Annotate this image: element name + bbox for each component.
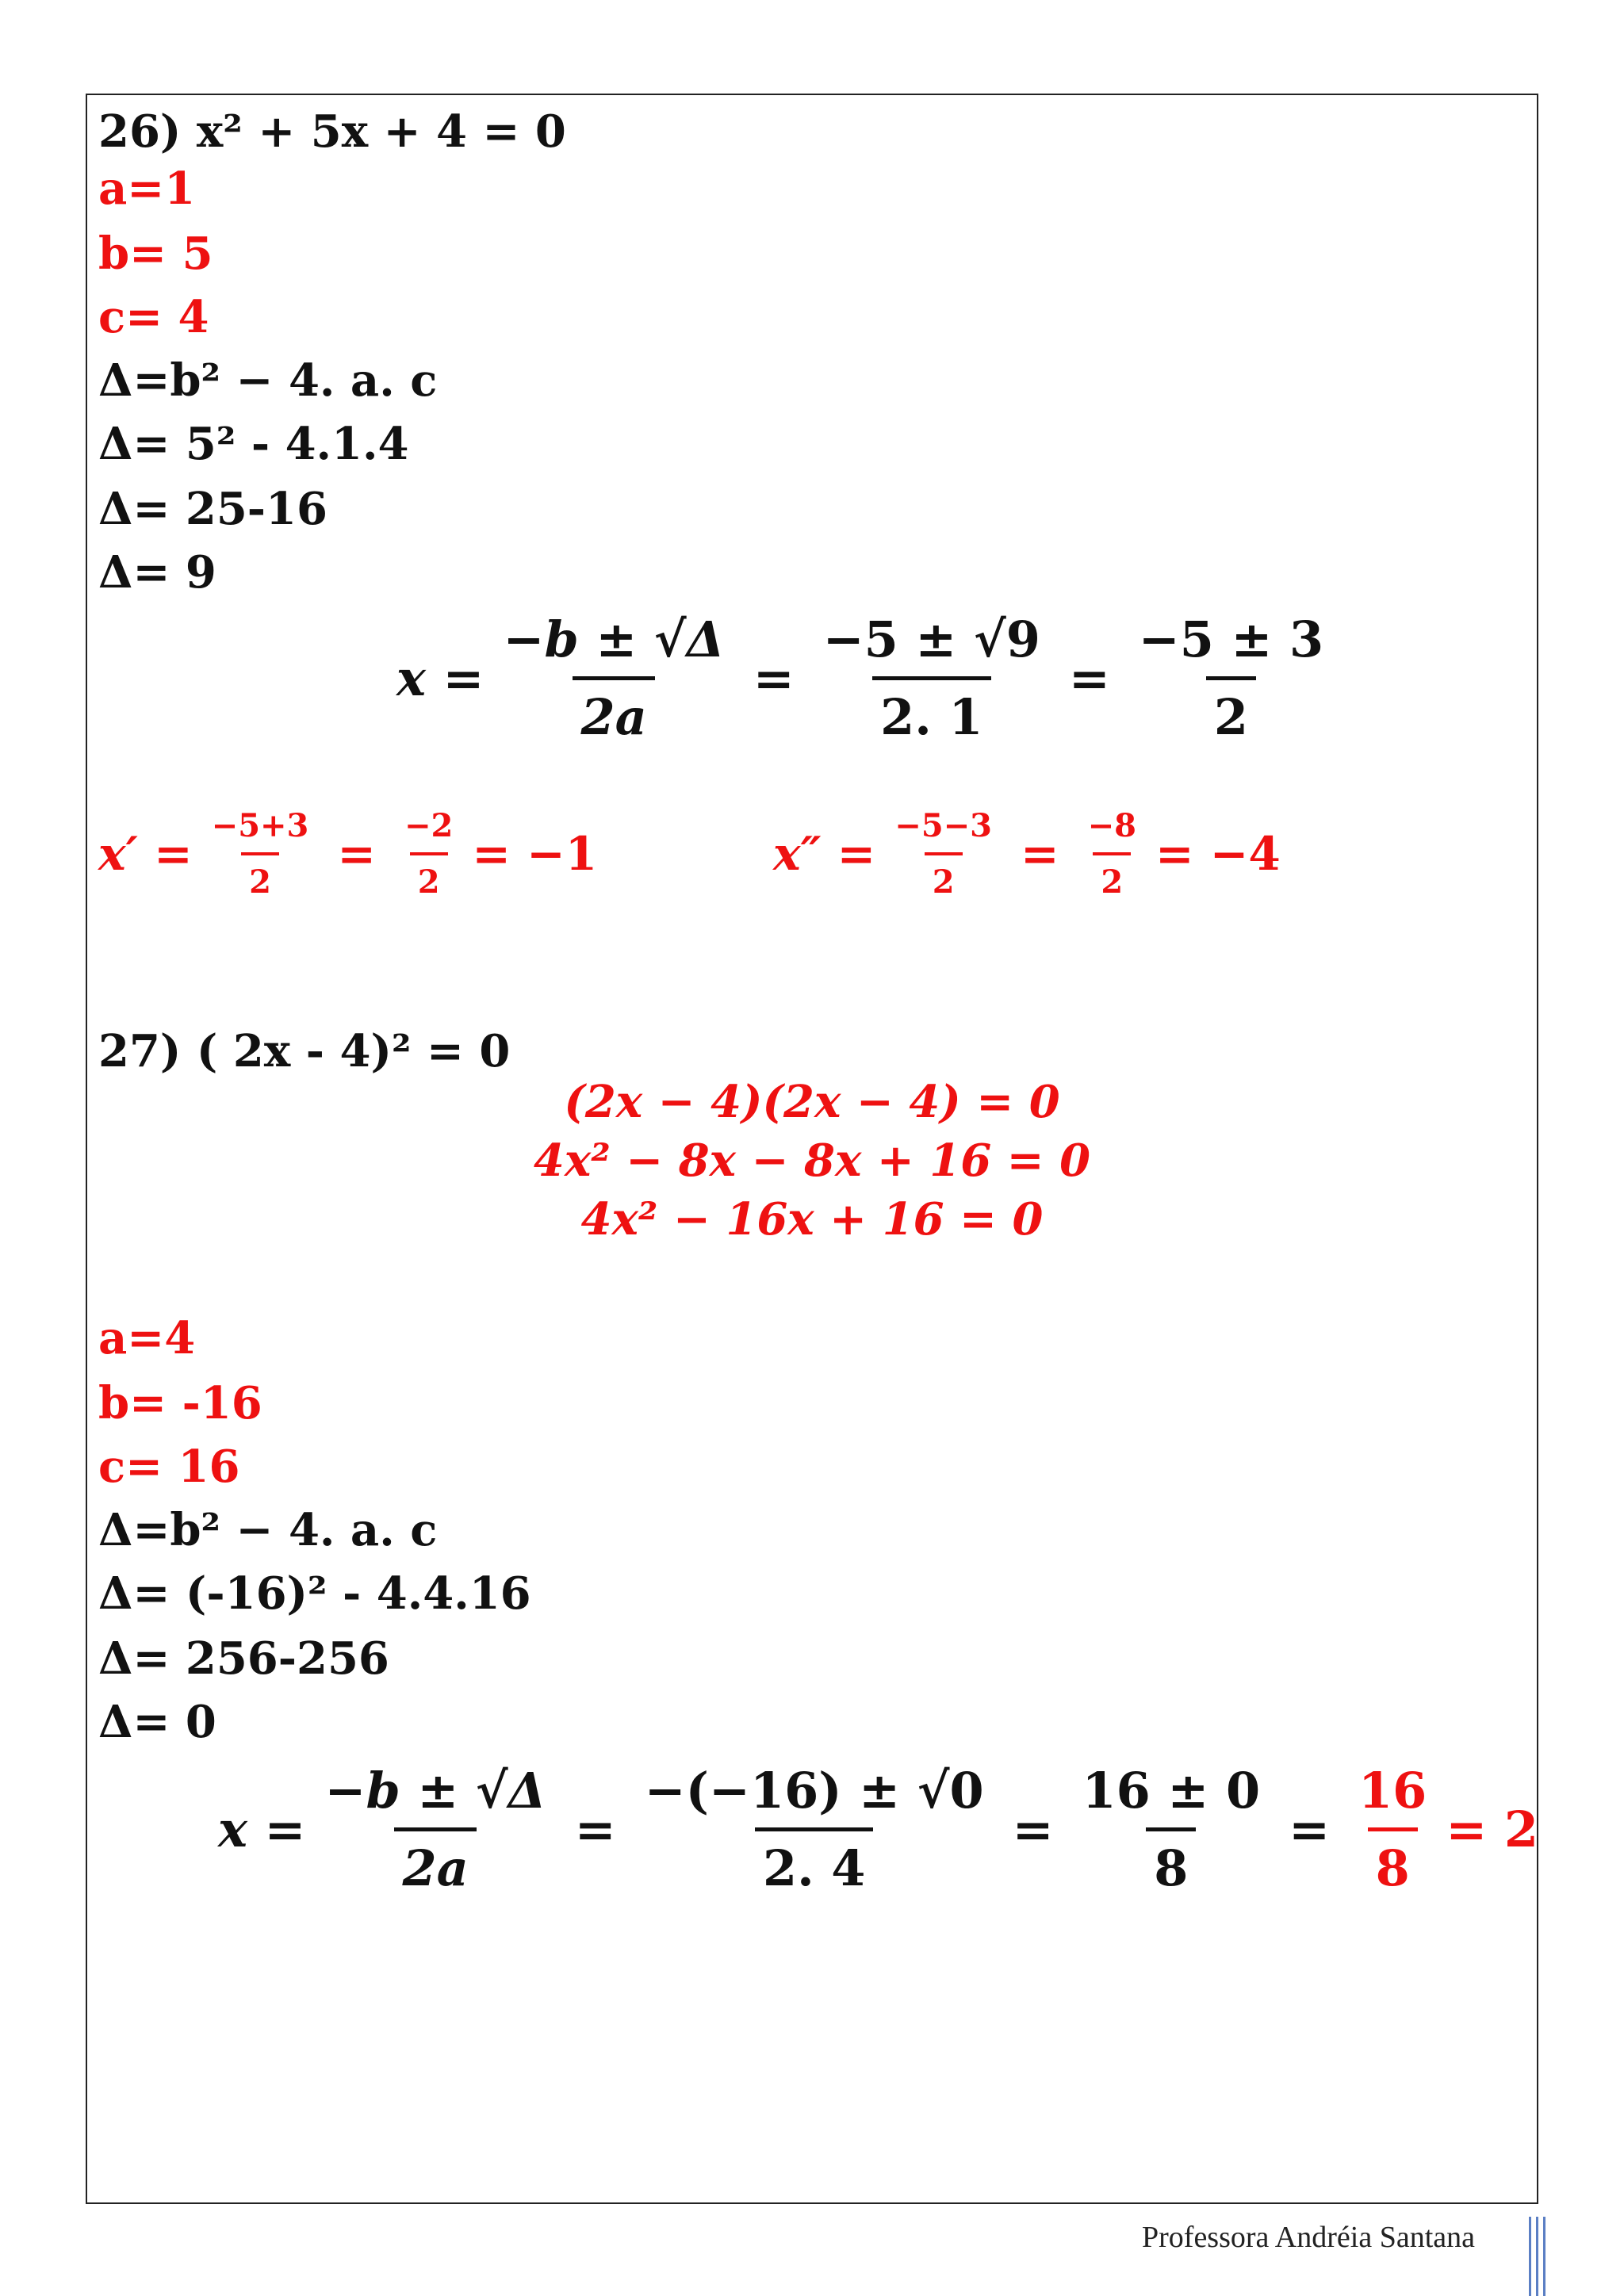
bhaskara-27: x = $\frac{-b \pm √\Delta}{2a}$ = $\frac{-(-16) \pm √0}{2. 4}$ = $\frac{16 \pm 0}{8}$ = $\frac{16}{8}$ = 2: [218, 1762, 1539, 1897]
author-footer: Professora Andréia Santana: [1142, 2221, 1475, 2254]
coef-a-26: a=1: [98, 163, 196, 215]
delta-result-26: Δ= 9: [98, 546, 216, 599]
expansion-line-2: 4x² − 8x − 8x + 16 = 0: [533, 1135, 1091, 1187]
problem-27-heading: 27) ( 2x - 4)² = 0: [98, 1025, 511, 1077]
bhaskara-26: x = $\frac{-b \pm √\Delta}{2a}$ = $\frac{-5 \pm √9}{2. 1}$ = $\frac{-5 \pm 3}{2}$: [396, 610, 1342, 746]
delta-difference-26: Δ= 25-16: [98, 483, 327, 535]
coef-a-27: a=4: [98, 1312, 196, 1364]
fraction-simplified: $\frac{16 \pm 0}{8}$: [1082, 1762, 1261, 1897]
root-x1-26: x′ = $\frac{-5+3}{2}$ = $\frac{-2}{2}$ = −1: [98, 807, 598, 901]
fraction-substituted: $\frac{-5 \pm √9}{2. 1}$: [822, 610, 1040, 746]
delta-substitution-26: Δ= 5² - 4.1.4: [98, 418, 409, 470]
problem-26-heading: 26) x² + 5x + 4 = 0: [98, 105, 566, 158]
coef-b-27: b= -16: [98, 1377, 262, 1429]
final-answer: = 2: [1446, 1800, 1539, 1858]
delta-substitution-27: Δ= (-16)² - 4.4.16: [98, 1567, 531, 1620]
expansion-line-1: (2x − 4)(2x − 4) = 0: [564, 1076, 1060, 1128]
fraction-simplified: $\frac{-5 \pm 3}{2}$: [1138, 610, 1324, 746]
bhaskara-lhs: x =: [396, 649, 485, 707]
delta-difference-27: Δ= 256-256: [98, 1632, 389, 1685]
fraction-general: $\frac{-b \pm √\Delta}{2a}$: [324, 1762, 546, 1897]
coef-c-26: c= 4: [98, 291, 209, 343]
expansion-line-3: 4x² − 16x + 16 = 0: [580, 1193, 1044, 1246]
fraction-general: $\frac{-b \pm √\Delta}{2a}$: [503, 610, 725, 746]
delta-formula-27: Δ=b² − 4. a. c: [98, 1504, 438, 1556]
delta-formula-26: Δ=b² − 4. a. c: [98, 354, 438, 407]
coef-c-27: c= 16: [98, 1441, 240, 1493]
fraction-final: $\frac{16}{8}$: [1358, 1762, 1427, 1897]
coef-b-26: b= 5: [98, 228, 213, 280]
decorative-bars: [1529, 2217, 1548, 2296]
delta-result-27: Δ= 0: [98, 1696, 216, 1748]
root-x2-26: x″ = $\frac{-5-3}{2}$ = $\frac{-8}{2}$ = −4: [773, 807, 1281, 901]
fraction-substituted: $\frac{-(-16) \pm √0}{2. 4}$: [644, 1762, 984, 1897]
